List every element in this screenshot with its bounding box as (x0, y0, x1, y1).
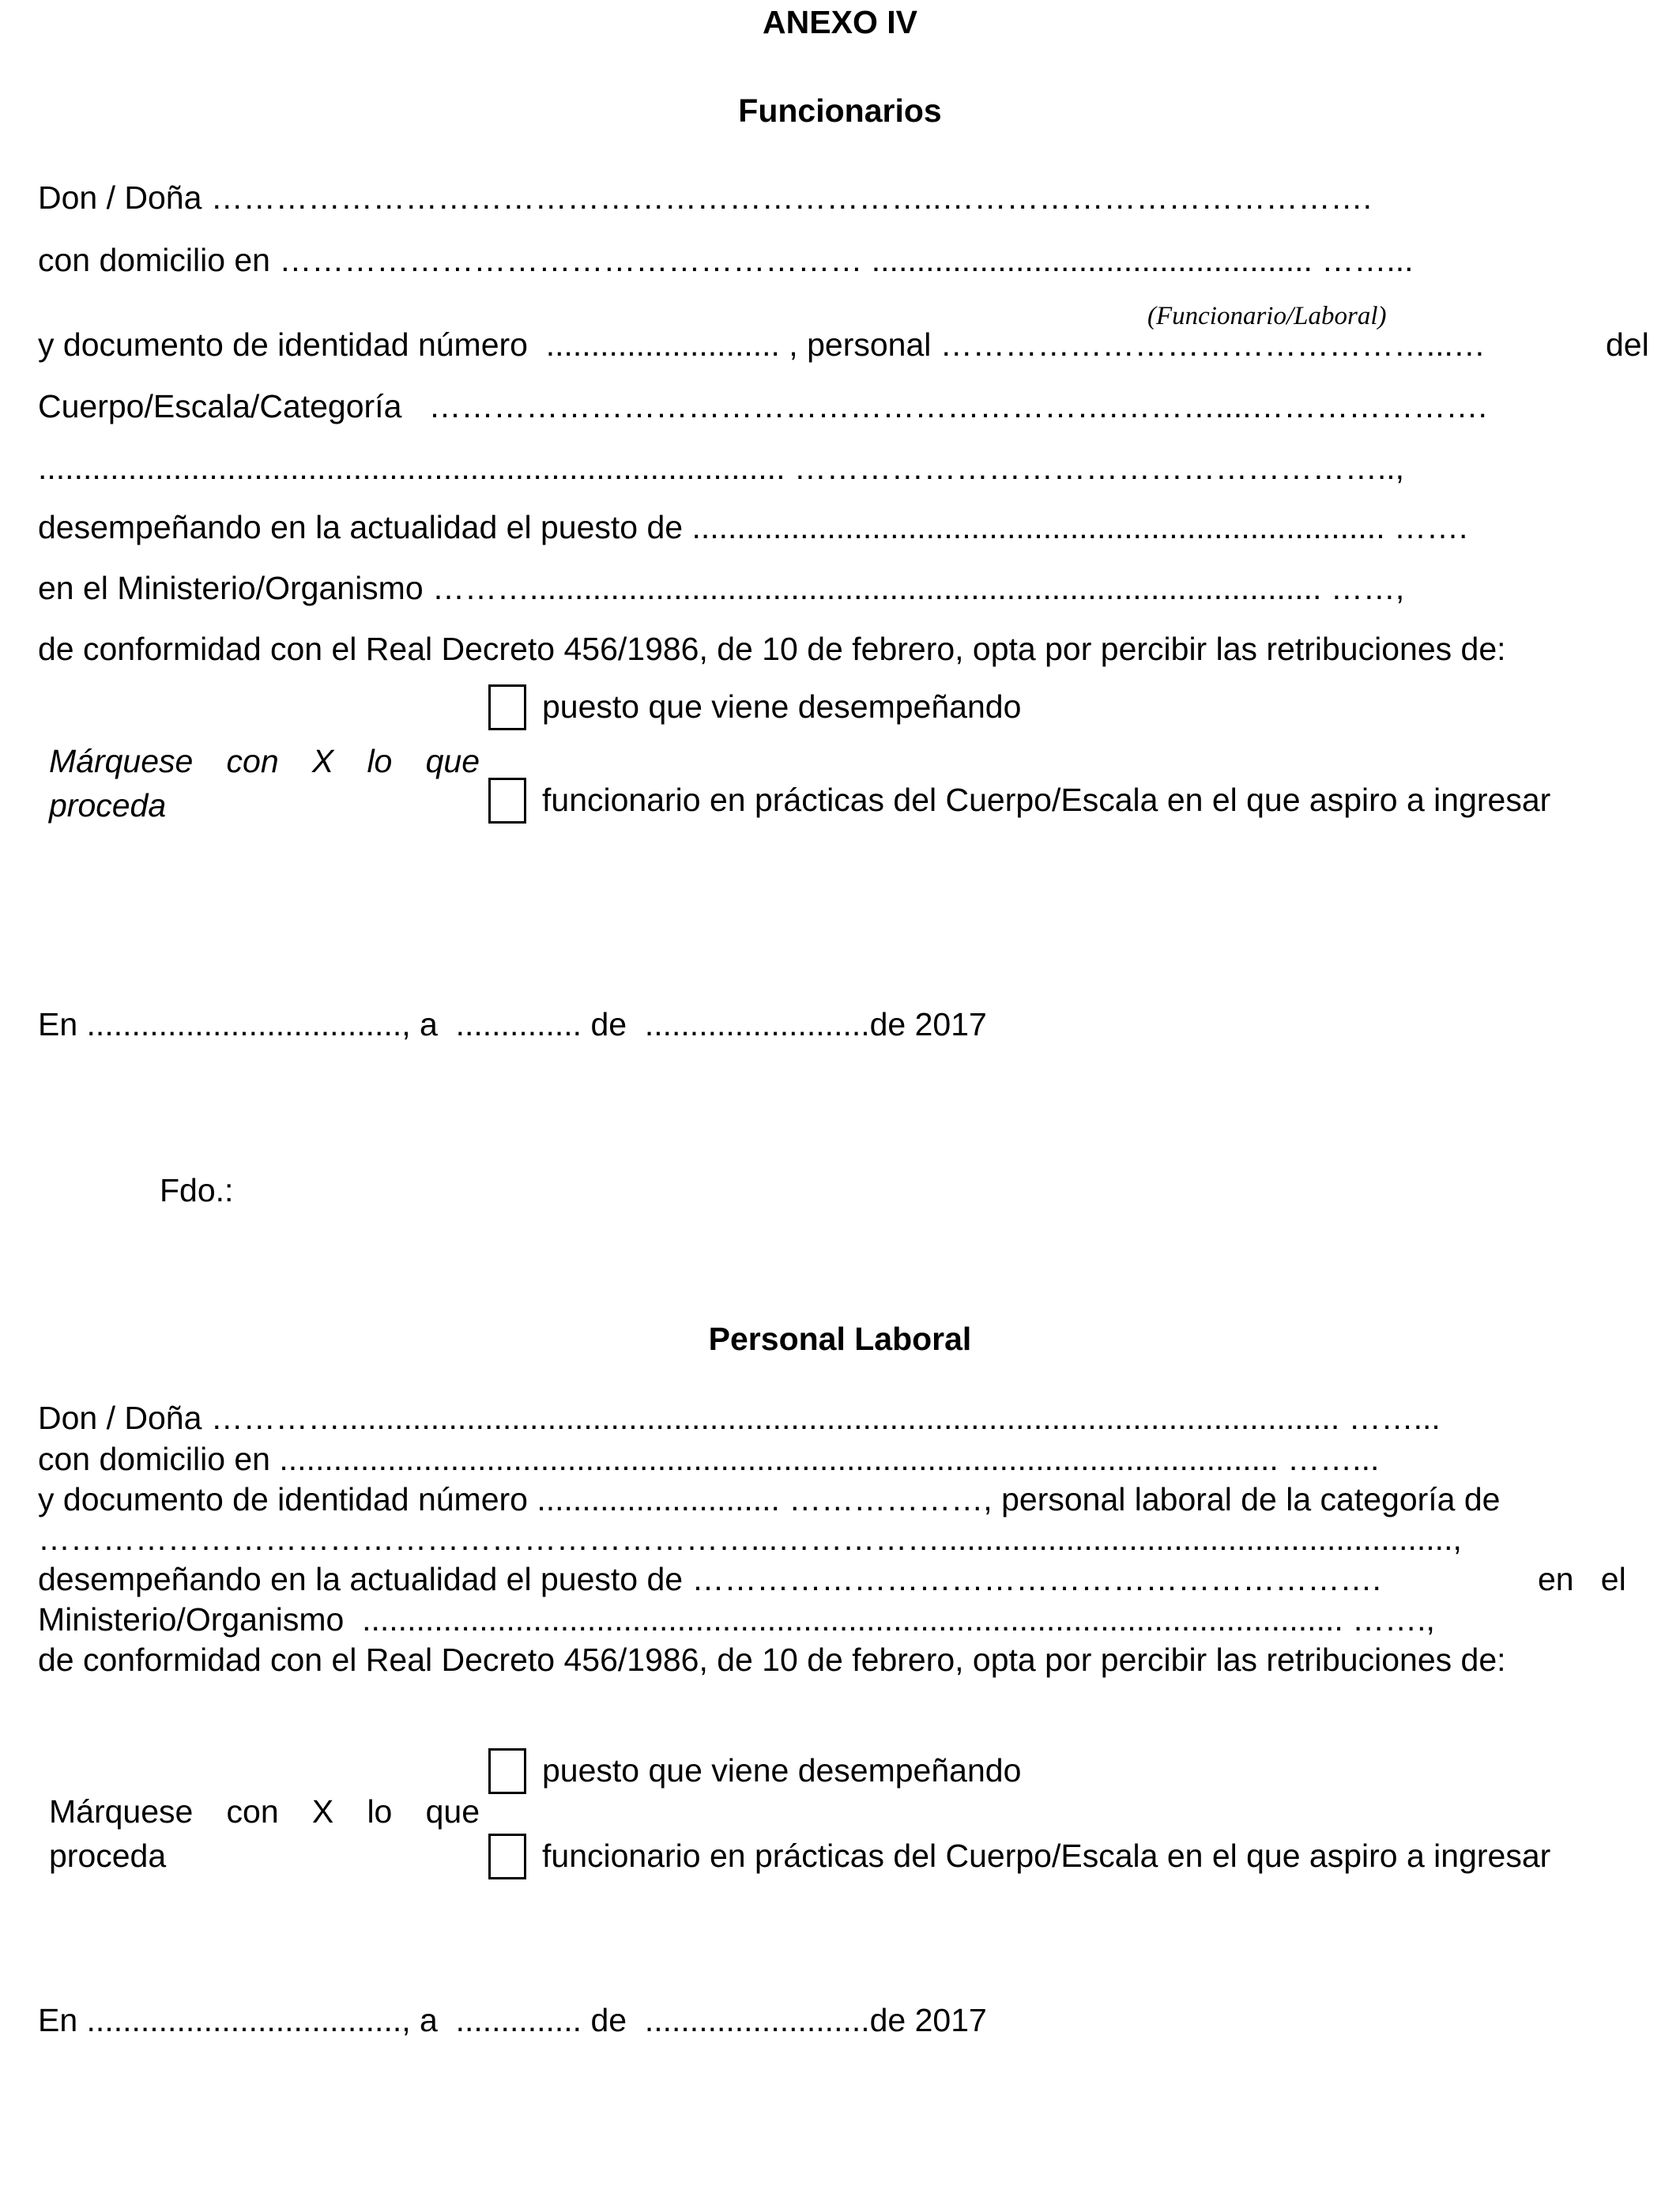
func-option1-checkbox[interactable] (488, 684, 526, 730)
func-address-line[interactable]: con domicilio en ……………………………………………… ................................................. ……... (38, 242, 1414, 278)
lab-category-line[interactable]: …………………………………………………………...……………........................................................., (38, 1521, 1462, 1557)
lab-mark-line2: proceda (49, 1838, 167, 1874)
lab-option1-label: puesto que viene desempeñando (542, 1752, 1022, 1789)
func-id-line-end: del (1606, 326, 1649, 363)
lab-option1-checkbox[interactable] (488, 1748, 526, 1794)
func-option2-label: funcionario en prácticas del Cuerpo/Escala en el que aspiro a ingresar (542, 782, 1551, 818)
annex-title: ANEXO IV (763, 4, 917, 40)
func-ministry-line[interactable]: en el Ministerio/Organismo ………........................................................................................ ……, (38, 570, 1405, 606)
lab-address-line[interactable]: con domicilio en ............................................................................................................... ……... (38, 1441, 1380, 1477)
func-id-line[interactable]: y documento de identidad número .......................... , personal ………………………………………...… (38, 326, 1486, 363)
func-cuerpo-continuation[interactable]: ................................................................................... ……………………………………………….., (38, 450, 1405, 486)
lab-position-line[interactable]: desempeñando en la actualidad el puesto de ………………………………………………………. (38, 1561, 1381, 1597)
lab-date-line[interactable]: En ..................................., a .............. de .........................de 2017 (38, 2002, 987, 2038)
func-type-note: (Funcionario/Laboral) (1147, 302, 1387, 330)
lab-decree-line: de conformidad con el Real Decreto 456/1986, de 10 de febrero, opta por percibir las retribuciones de: (38, 1642, 1506, 1678)
laboral-heading: Personal Laboral (708, 1321, 972, 1357)
func-decree-line: de conformidad con el Real Decreto 456/1986, de 10 de febrero, opta por percibir las retribuciones de: (38, 631, 1506, 667)
lab-id-line[interactable]: y documento de identidad número ........................... ………………, personal laboral de la categoría de (38, 1481, 1501, 1517)
lab-mark-instruction (49, 1789, 480, 1878)
lab-option2-label: funcionario en prácticas del Cuerpo/Escala en el que aspiro a ingresar (542, 1838, 1551, 1874)
func-position-line[interactable]: desempeñando en la actualidad el puesto de ............................................................................. ……. (38, 509, 1468, 545)
func-mark-line1: Márquese con X lo que (49, 743, 480, 779)
func-cuerpo-line[interactable]: Cuerpo/Escala/Categoría ……………………………………………………….………....…………………. (38, 388, 1487, 424)
lab-option2-checkbox[interactable] (488, 1834, 526, 1879)
func-option1-label: puesto que viene desempeñando (542, 688, 1022, 725)
func-option2-checkbox[interactable] (488, 778, 526, 824)
func-mark-instruction (49, 739, 480, 827)
lab-ministry-line[interactable]: Ministerio/Organismo ............................................................................................................. ……., (38, 1601, 1435, 1638)
funcionarios-heading: Funcionarios (738, 92, 942, 129)
func-mark-line2: proceda (49, 787, 167, 824)
func-date-line[interactable]: En ..................................., a .............. de .........................de 2017 (38, 1006, 987, 1042)
func-signature-label: Fdo.: (160, 1172, 234, 1208)
func-name-line[interactable]: Don / Doña …………………………………………………………..…………………………………. (38, 179, 1372, 216)
lab-name-line[interactable]: Don / Doña …………............................................................................................................... ……... (38, 1400, 1441, 1436)
lab-mark-line1: Márquese con X lo que (49, 1793, 480, 1830)
lab-position-line-end: en el (1538, 1561, 1626, 1597)
